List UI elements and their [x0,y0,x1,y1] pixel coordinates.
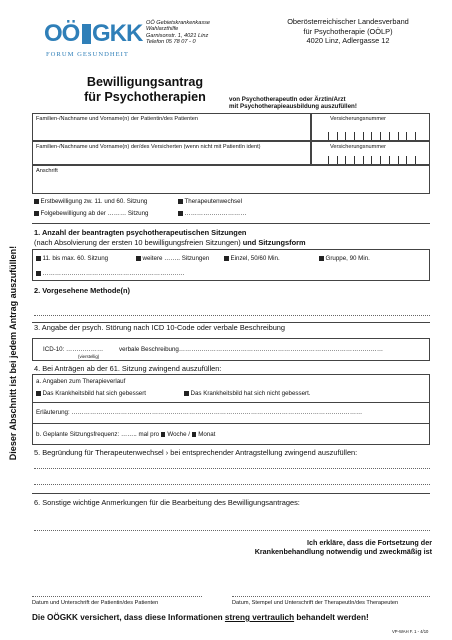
title-line2: für Psychotherapien [84,90,206,105]
therapist-signature-line[interactable] [232,596,430,597]
logo-tagline: FORUM GESUNDHEIT [46,51,129,58]
section4-title: 4. Bei Anträgen ab der 61. Sitzung zwingend auszufüllen: [34,364,222,373]
divider [32,322,430,323]
group-session-option[interactable]: Gruppe, 90 Min. [319,255,370,262]
insured-name-label: Familien-/Nachname und Vorname(n) der/des Versicherten (wenn nicht mit PatientIn ident) [36,144,261,150]
not-improved-option[interactable]: Das Krankheitsbild hat sich nicht gebessert. [184,390,311,397]
therapy-progress-label: a. Angaben zum Therapieverlauf [36,378,126,385]
reason-input-line-2[interactable] [34,484,430,485]
page-title [75,75,215,105]
approval-other-option[interactable]: ………………………… [178,210,246,217]
insured-name-field[interactable] [32,141,311,165]
section6-title: 6. Sonstige wichtige Anmerkungen für die Bearbeitung des Bewilligungsantrages: [34,498,300,507]
side-notice: Dieser Abschnitt ist bei jedem Antrag auszufüllen! [8,245,18,461]
checkbox-icon [34,211,39,216]
sessions-more-option[interactable]: weitere …….. Sitzungen [136,255,209,262]
patient-svnr-digits [328,132,424,140]
checkbox-icon [178,211,183,216]
address-field[interactable] [32,165,430,194]
form-code: VP-WAH F. 1 - 4/10 [392,629,429,634]
section3-title: 3. Angabe der psych. Störung nach ICD 10-Code oder verbale Beschreibung [34,323,286,332]
diagnosis-field[interactable] [32,338,430,361]
association-address [268,17,428,46]
icd-label: ICD-10: ……………… [43,346,104,353]
icd-sublabel: (vierstellig) [78,354,100,359]
checkbox-icon [34,199,39,204]
reason-input-line-1[interactable] [34,468,430,469]
logo-square-icon [82,24,91,44]
section5-title: 5. Begründung für Therapeutenwechsel › bei entsprechender Antragstellung zwingend auszufüllen: [34,448,358,457]
logo-right-text: GKK [92,20,143,47]
insured-svnr-digits [328,156,424,164]
checkbox-icon[interactable] [161,432,166,437]
explanation-field[interactable]: Erläuterung: …………………………………………………………………………………………………………………………… [36,409,363,416]
checkbox-icon [178,199,183,204]
checkbox-icon [36,256,41,261]
section1-options [32,249,430,281]
divider [32,223,430,224]
verbal-description: verbale Beschreibung……………………………………………………………………………………… [119,346,384,353]
patient-signature-label: Datum und Unterschrift der Patientin/des Patienten [32,600,159,606]
title-line1: Bewilligungsantrag [86,75,204,89]
patient-svnr-field[interactable] [311,113,430,141]
patient-svnr-label: Versicherungsnummer [330,116,386,122]
fill-note-line2: mit Psychotherapieausbildung auszufüllen! [229,103,357,111]
insurer-line3: Garnisonstr. 1, 4021 Linz [146,32,209,39]
single-session-option[interactable]: Einzel, 50/60 Min. [224,255,280,262]
improved-option[interactable]: Das Krankheitsbild hat sich gebessert [36,390,146,397]
declaration: Ich erkläre, dass die Fortsetzung der Krankenbehandlung notwendig und zweckmäßig ist [254,538,432,557]
method-input-line[interactable] [34,315,430,316]
association-line2: für Psychotherapie (OÖLP) [303,26,393,36]
sessions-60-option[interactable]: 11. bis max. 60. Sitzung [36,255,108,262]
logo-left-text: OÖ [44,20,80,47]
approval-change-option[interactable]: Therapeutenwechsel [178,198,242,205]
checkbox-icon [319,256,324,261]
checkbox-icon [184,391,189,396]
section1-title: 1. Anzahl der beantragten psychotherapeutischen Sitzungen (nach Absolvierung der ersten 10 bewilligungsfreien Sitzungen) und Sitzungsform [34,228,306,247]
divider [33,423,429,424]
approval-first-option[interactable]: Erstbewilligung zw. 11. und 60. Sitzung [34,198,147,205]
checkbox-icon[interactable] [192,432,197,437]
divider [32,493,430,494]
patient-signature-line[interactable] [32,596,202,597]
insurer-line1: OÖ Gebietskrankenkasse [146,20,211,26]
logo [44,18,143,66]
confidentiality-note: Die OÖGKK versichert, dass diese Informationen streng vertraulich behandelt werden! [32,613,369,622]
notes-input-line[interactable] [34,530,430,531]
section4-box [32,374,430,445]
patient-name-field[interactable] [32,113,311,141]
patient-name-label: Familien-/Nachname und Vorname(n) der Patientin/des Patienten [36,116,198,122]
divider [33,402,429,403]
other-session-option[interactable]: …………………………………………………………… [36,270,185,277]
checkbox-icon [224,256,229,261]
insurer-line4: Telefon 05 78 07 - 0 [146,39,196,46]
insured-svnr-label: Versicherungsnummer [330,144,386,150]
insurer-address [146,20,256,46]
therapist-signature-label: Datum, Stempel und Unterschrift der TherapeutIn/des Therapeuten [232,600,399,606]
fill-note [229,96,429,111]
section2-title: 2. Vorgesehene Methode(n) [34,286,130,295]
address-label: Anschrift [36,168,58,174]
checkbox-icon [36,391,41,396]
checkbox-icon [36,271,41,276]
association-line3: 4020 Linz, Adlergasse 12 [306,36,390,46]
insurer-line2: Wahlarzthilfe [146,26,179,33]
insured-svnr-field[interactable] [311,141,430,165]
checkbox-icon [136,256,141,261]
association-line1: Oberösterreichischer Landesverband [287,17,409,26]
fill-note-line1: von PsychotherapeutIn oder Ärztin/Arzt [229,96,346,103]
approval-follow-option[interactable]: Folgebewilligung ab der ……… Sitzung [34,210,149,217]
frequency-field: b. Geplante Sitzungsfrequenz: …….. mal pro Woche / Monat [36,431,216,438]
